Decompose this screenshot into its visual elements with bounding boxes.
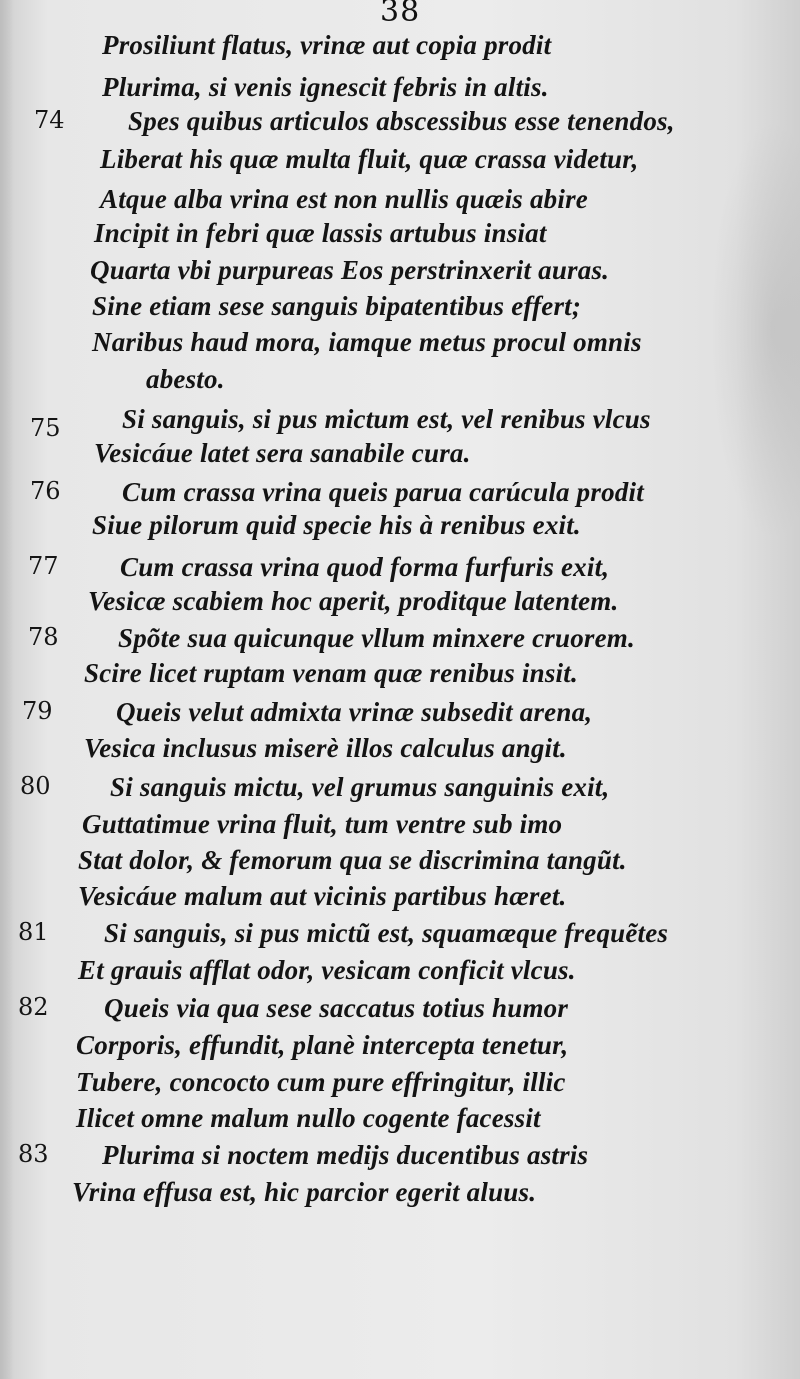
verse-line [0, 1177, 800, 1213]
verse-text: Naribus haud mora, iamque metus procul omnis [92, 327, 642, 357]
verse-text: Vesicáue malum aut vicinis partibus hæret. [78, 881, 567, 911]
verse-line [0, 586, 800, 622]
verse-line [0, 291, 800, 327]
verse-line [0, 772, 800, 808]
verse-text: Prosiliunt flatus, vrinæ aut copia prodit [102, 30, 552, 60]
verse-text: Spes quibus articulos abscessibus esse tenendos, [128, 106, 675, 136]
verse-line [0, 30, 800, 66]
verse-line [0, 184, 800, 220]
verse-line [0, 404, 800, 440]
verse-line [0, 438, 800, 474]
verse-line [0, 733, 800, 769]
verse-line [0, 510, 800, 546]
verse-line [0, 327, 800, 363]
verse-text: Stat dolor, & femorum qua se discrimina tangũt. [78, 845, 627, 875]
verse-text: Plurima, si venis ignescit febris in altis. [102, 72, 549, 102]
verse-number: 80 [20, 772, 51, 800]
verse-line [0, 364, 800, 400]
verse-text: abesto. [146, 364, 225, 394]
verse-text: Ilicet omne malum nullo cogente facessit [76, 1103, 541, 1133]
verse-text: Si sanguis, si pus mictũ est, squamæque frequẽtes [104, 918, 669, 948]
verse-text: Scire licet ruptam venam quæ renibus insit. [84, 658, 578, 688]
verse-text: Cum crassa vrina queis parua carúcula prodit [122, 477, 644, 507]
verse-line [0, 218, 800, 254]
verse-line [0, 993, 800, 1029]
verse-text: Liberat his quæ multa fluit, quæ crassa videtur, [100, 144, 639, 174]
verse-number: 82 [18, 993, 49, 1021]
verse-line [0, 809, 800, 845]
verse-text: Sine etiam sese sanguis bipatentibus effert; [92, 291, 582, 321]
verse-text: Incipit in febri quæ lassis artubus insiat [94, 218, 547, 248]
verse-line [0, 552, 800, 588]
verse-line [0, 72, 800, 108]
verse-number: 75 [30, 414, 61, 442]
verse-text: Vesica inclusus miserè illos calculus angit. [84, 733, 567, 763]
verse-line [0, 1103, 800, 1139]
verse-text: Vesicáue latet sera sanabile cura. [94, 438, 471, 468]
verse-line [0, 623, 800, 659]
verse-line [0, 881, 800, 917]
verse-text: Queis via qua sese saccatus totius humor [104, 993, 569, 1023]
verse-line [0, 1140, 800, 1176]
verse-line [0, 477, 800, 513]
verse-number: 74 [34, 106, 65, 134]
verse-text: Vrina effusa est, hic parcior egerit aluus. [72, 1177, 537, 1207]
verse-line [0, 918, 800, 954]
verse-text: Guttatimue vrina fluit, tum ventre sub imo [82, 809, 563, 839]
verse-text: Vesicæ scabiem hoc aperit, proditque latentem. [88, 586, 619, 616]
verse-text: Plurima si noctem medijs ducentibus astris [102, 1140, 589, 1170]
verse-line [0, 106, 800, 142]
verse-line [0, 144, 800, 180]
verse-line [0, 255, 800, 291]
verse-line [0, 658, 800, 694]
verse-line [0, 697, 800, 733]
verse-text: Quarta vbi purpureas Eos perstrinxerit auras. [90, 255, 610, 285]
verse-number: 76 [30, 477, 61, 505]
verse-line [0, 955, 800, 991]
verse-number: 77 [28, 552, 59, 580]
verse-text: Si sanguis mictu, vel grumus sanguinis exit, [110, 772, 610, 802]
verse-number: 81 [18, 918, 49, 946]
verse-text: Atque alba vrina est non nullis quæis abire [100, 184, 588, 214]
verse-text: Siue pilorum quid specie his à renibus exit. [92, 510, 581, 540]
verse-text: Queis velut admixta vrinæ subsedit arena, [116, 697, 593, 727]
verse-text: Tubere, concocto cum pure effringitur, illic [76, 1067, 566, 1097]
verse-text: Si sanguis, si pus mictum est, vel renibus vlcus [122, 404, 651, 434]
verse-line [0, 845, 800, 881]
verse-number: 83 [18, 1140, 49, 1168]
verse-text: Cum crassa vrina quod forma furfuris exit, [120, 552, 610, 582]
page-number: 38 [380, 0, 421, 29]
verse-number: 79 [22, 697, 53, 725]
verse-line [0, 1030, 800, 1066]
verse-text: Corporis, effundit, planè intercepta tenetur, [76, 1030, 569, 1060]
verse-number: 78 [28, 623, 59, 651]
verse-text: Spõte sua quicunque vllum minxere cruorem. [118, 623, 635, 653]
verse-text: Et grauis afflat odor, vesicam conficit vlcus. [78, 955, 576, 985]
verse-line [0, 1067, 800, 1103]
